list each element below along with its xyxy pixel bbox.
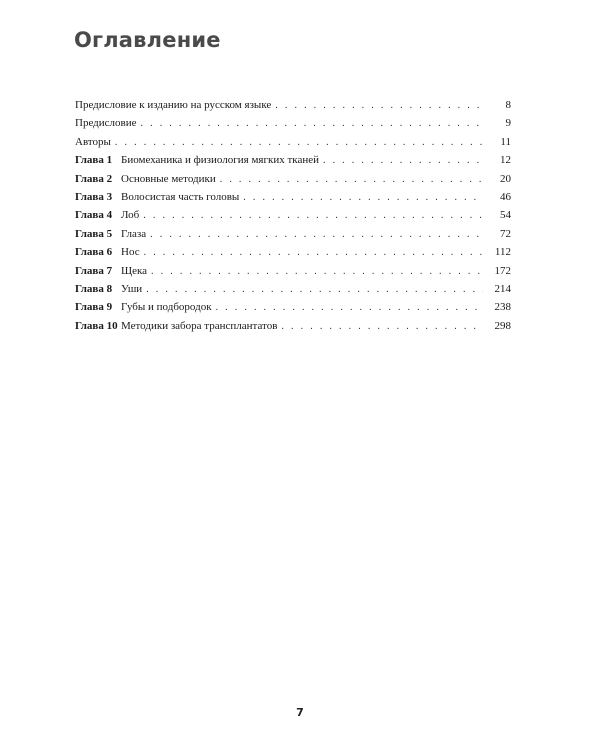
dot-leader	[146, 281, 483, 299]
toc-row[interactable]	[75, 133, 511, 151]
toc-row[interactable]	[75, 96, 511, 114]
dot-leader	[281, 318, 483, 336]
toc-row[interactable]	[75, 170, 511, 188]
chapter-label: Глава 7	[75, 264, 113, 277]
dot-leader	[151, 263, 483, 281]
toc-page-number: 72	[500, 227, 511, 240]
dot-leader	[216, 299, 483, 317]
toc-entry-title: Губы и подбородок	[121, 301, 212, 314]
dot-leader	[115, 134, 483, 152]
toc-page-number: 46	[500, 190, 511, 203]
toc-page-number: 9	[505, 117, 511, 130]
toc-entry-title: Уши	[121, 282, 143, 295]
toc-page-number: 214	[494, 282, 511, 295]
page-title: Оглавление	[74, 28, 221, 52]
dot-leader	[141, 115, 484, 133]
toc-page-number: 172	[494, 264, 511, 277]
dot-leader	[150, 226, 483, 244]
toc-row[interactable]	[75, 225, 511, 243]
toc-entry-title: Щека	[121, 264, 148, 277]
chapter-label: Глава 2	[75, 172, 113, 185]
chapter-label: Глава 10	[75, 319, 118, 332]
toc-row[interactable]	[75, 317, 511, 335]
toc-page-number: 54	[500, 209, 511, 222]
toc-row[interactable]	[75, 206, 511, 224]
toc-entry-title: Предисловие	[75, 117, 137, 130]
dot-leader	[323, 152, 483, 170]
toc-row[interactable]	[75, 298, 511, 316]
toc-row[interactable]	[75, 280, 511, 298]
dot-leader	[275, 97, 483, 115]
toc-entry-title: Авторы	[75, 135, 111, 148]
toc-page-number: 298	[494, 319, 511, 332]
table-of-contents	[75, 96, 511, 335]
dot-leader	[144, 244, 483, 262]
toc-row[interactable]	[75, 151, 511, 169]
toc-page-number: 12	[500, 154, 511, 167]
toc-row[interactable]	[75, 188, 511, 206]
dot-leader	[243, 189, 483, 207]
toc-entry-title: Лоб	[121, 209, 140, 222]
toc-entry-title: Биомеханика и физиология мягких тканей	[121, 154, 319, 167]
toc-page-number: 112	[494, 246, 511, 259]
toc-page-number: 11	[500, 135, 511, 148]
toc-row[interactable]	[75, 243, 511, 261]
toc-entry-title: Глаза	[121, 227, 147, 240]
toc-page-number: 238	[494, 301, 511, 314]
chapter-label: Глава 5	[75, 227, 113, 240]
toc-entry-title: Предисловие к изданию на русском языке	[75, 99, 272, 111]
toc-row[interactable]	[75, 114, 511, 132]
toc-entry-title: Основные методики	[121, 172, 216, 185]
dot-leader	[143, 207, 483, 225]
toc-row[interactable]	[75, 262, 511, 280]
toc-entry-title: Методики забора трансплантатов	[121, 319, 278, 332]
chapter-label: Глава 6	[75, 246, 113, 259]
chapter-label: Глава 9	[75, 301, 113, 314]
chapter-label: Глава 3	[75, 190, 113, 203]
toc-entry-title: Нос	[121, 246, 140, 259]
chapter-label: Глава 4	[75, 209, 113, 222]
toc-entry-title: Волосистая часть головы	[121, 190, 240, 203]
toc-page-number: 8	[505, 99, 511, 111]
chapter-label: Глава 8	[75, 282, 113, 295]
chapter-label: Глава 1	[75, 154, 113, 167]
toc-page-number: 20	[500, 172, 511, 185]
dot-leader	[220, 171, 483, 189]
page-number: 7	[296, 706, 304, 719]
